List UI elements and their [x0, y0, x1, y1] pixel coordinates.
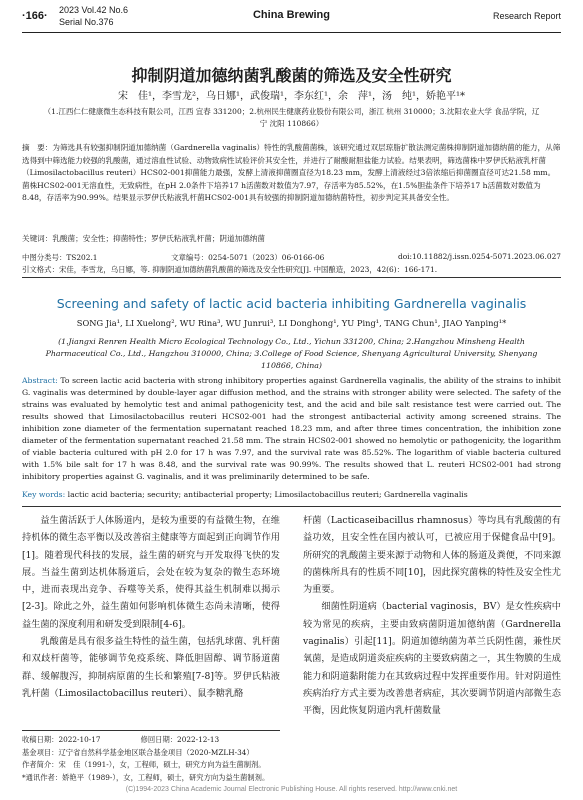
- abstract-chinese: 摘 要：为筛选具有较强抑制阴道加德纳菌（Gardnerella vaginalis）特性的乳酸菌菌株，该研究通过双层琼脂扩散法测定菌株抑制阴道加德纳菌的能力，从筛选得到中筛选能力较强的乳酸菌，通过溶血性试验、动物致病性试验评价其安全性，并进行了耐酸耐胆盐能力试验。结果表明，筛选菌株中罗伊氏粘液乳杆菌（Limosilactobacillus reuteri）HCS02-001抑菌能力最强，发酵上清液抑菌圈直径为18.23 mm，发酵上清液经过3倍浓缩后抑菌圈直径可达21.58 mm。菌株HCS02-001无溶血性，无致病性，在pH 2.0条件下培养17 h活菌数对数值为7.97，存活率为85.52%，在1.5%胆盐条件下培养17 h活菌数对数值为8.48，存活率为90.99%。结果显示罗伊氏粘液乳杆菌HCS02-001具有较强的抑制阴道加德纳菌特性，初步判定其具备安全性。: [22, 143, 561, 203]
- title-chinese: 抑制阴道加德纳菌乳酸菌的筛选及安全性研究: [131, 66, 452, 85]
- footnote-dates: [22, 734, 561, 747]
- body-column-right: [303, 512, 561, 720]
- fund-info: 基金项目：辽宁省自然科学基金地区联合基金项目（2020-MZLH-34）: [22, 747, 254, 757]
- volume-line: 2023 Vol.42 No.6: [59, 5, 129, 15]
- article-type: Research Report: [492, 11, 561, 21]
- citation-chinese: 引文格式：宋佳，李雪龙，乌日娜，等. 抑制阴道加德纳菌乳酸菌的筛选及安全性研究[J]. 中国酿造，2023，42(6)：166-171.: [22, 265, 438, 274]
- keywords-label: Key words:: [22, 490, 66, 499]
- body-paragraph: 杆菌（Lacticaseibacillus rhamnosus）等均具有乳酸菌的有益功效，且安全性在国内被认可，已被应用于保健食品中[9]。所研究的乳酸菌主要来源于动物和人体的肠道及粪便，不同来源的菌株所具有的性质不同[10]，因此探究菌株的特性及安全性尤为重要。: [303, 515, 561, 596]
- keywords-chinese: 关键词：乳酸菌；安全性；抑菌特性；罗伊氏粘液乳杆菌；阴道加德纳菌: [22, 234, 265, 243]
- page-header: [0, 0, 583, 40]
- title-english: Screening and safety of lactic acid bacteria inhibiting Gardnerella vaginalis: [56, 296, 527, 311]
- body-column-left: [22, 512, 280, 702]
- clc-number: 中图分类号：TS202.1: [22, 253, 98, 262]
- abstract-english: [22, 375, 561, 483]
- journal-name: China Brewing: [252, 9, 330, 21]
- footnote-rule: [22, 730, 280, 731]
- body-paragraph: 乳酸菌是具有很多益生特性的益生菌，包括乳球菌、乳杆菌和双歧杆菌等，能够调节免疫系统、降低胆固醇、调节肠道菌群、缓解腹泻，抑制病原菌的生长和繁殖[7-8]等。罗伊氏粘液乳杆菌（Limosilactobacillus reuteri）、鼠李糖乳酪: [22, 636, 280, 699]
- corresponding-author: *通讯作者：娇艳平（1989-），女，工程师，硕士，研究方向为益生菌制剂。: [22, 772, 270, 782]
- authors-chinese: 宋 佳¹，李雪龙²，乌日娜¹，武俊瑞¹，李东红¹，余 萍¹，汤 纯¹，娇艳平¹*: [117, 91, 466, 102]
- article-number: 文章编号：0254-5071（2023）06-0166-06: [171, 253, 325, 262]
- divider: [22, 277, 561, 278]
- body-paragraph: 细菌性阴道病（bacterial vaginosis，BV）是女性疾病中较为常见的疾病，主要由致病菌阴道加德纳菌（Gardnerella vaginalis）引起[11]。阴道加德纳菌为革兰氏阴性菌，兼性厌氧菌，是造成阴道炎症疾病的主要致病菌之一，其生物膜的生成能力和阴道黏附能力在其致病过程中发挥重要作用。针对阴道性疾病治疗方式主要为改善患者病症，其次要调节阴道内部微生态平衡，因此恢复阴道内乳杆菌数量: [303, 601, 561, 717]
- serial-line: Serial No.376: [59, 17, 114, 27]
- affiliations-chinese: （1.江西仁仁健康微生态科技有限公司，江西 宜春 331200；2.杭州民生健康药业股份有限公司，浙江 杭州 310000；3.沈阳农业大学 食品学院，辽宁 沈阳 110866）: [43, 107, 540, 128]
- footnote: [22, 734, 561, 784]
- author-bio: 作者简介：宋 佳（1991-），女，工程师，硕士，研究方向为益生菌制剂。: [22, 760, 266, 769]
- doi: doi:10.11882/j.issn.0254-5071.2023.06.027: [398, 252, 561, 261]
- body-paragraph: 益生菌活跃于人体肠道内，是较为重要的有益微生物，在维持机体的微生态平衡以及改善宿主健康等方面起到正向调节作用[1]。随着现代科技的发展，益生菌的研究与开发取得飞快的发展。当益生菌到达机体肠道后，会处在较为复杂的微生态环境中，进而表现出竞争、吞噬等关系，使得其益生机制难以揭示[2-3]。除此之外，益生菌如何影响机体微生态尚未清晰，使得益生菌的深度利用和研发受到限制[4-6]。: [22, 515, 280, 630]
- keywords-english: [22, 490, 561, 499]
- received-date: 收稿日期：2022-10-17: [22, 735, 101, 744]
- keywords-english-text: lactic acid bacteria; security; antibacterial property; Limosilactobacillus reuteri; Gardnerella vaginalis: [65, 490, 468, 499]
- copyright-footer: (C)1994-2023 China Academic Journal Electronic Publishing House. All rights reserved. http://www.cnki.net: [125, 786, 458, 793]
- divider: [22, 506, 561, 507]
- header-rule: [22, 32, 561, 33]
- affiliations-english: (1.Jiangxi Renren Health Micro Ecological Technology Co., Ltd., Yichun 331200, China; 2.Hangzhou Minsheng Health Pharmaceutical Co., Ltd., Hangzhou 310000, China; 3.College of Food Science, Shenyang Agricultural University, Shenyang 110866, China): [45, 337, 538, 370]
- abstract-english-text: To screen lactic acid bacteria with strong inhibitory properties against Gardnerella vaginalis, the ability of the strains to inhibit G. vaginalis was determined by double-layer agar diffusion method, and the strains with stronger ability were selected. The safety of the strains was evaluated by hemolytic test and animal pathogenicity test, and the acid and bile salt resistance test were carried out. The results showed that Limosilactobacillus reuteri HCS02-001 had the strongest antibacterial activity among screened strains. The inhibition zone diameter of the fermentation supernatant reached 18.23 mm, and after three times concentration, the inhibition zone diameter of the fermentation supernatant reached 21.58 mm. The strain HCS02-001 showed no hemolytic or pathogenicity, the logarithm of viable bacteria cultured with pH 2.0 for 17 h was 7.97, and the survival rate was 85.52%. The logarithm of viable bacteria cultured with 1.5% bile salt for 17 h was 8.48, and the survival rate was 90.99%. The results showed that L. reuteri HCS02-001 had strong inhibitory properties against G. vaginalis, and it was preliminarily determined to be safe.: [22, 376, 561, 481]
- revised-date: 修回日期：2022-12-13: [140, 735, 220, 744]
- article-meta: [22, 252, 561, 263]
- page-number: ·166·: [22, 10, 48, 22]
- abstract-label: Abstract:: [22, 376, 58, 385]
- authors-english: SONG Jia¹, LI Xuelong², WU Rina³, WU Junrui³, LI Donghong¹, YU Ping¹, TANG Chun¹, JIAO Yanping¹*: [76, 318, 507, 328]
